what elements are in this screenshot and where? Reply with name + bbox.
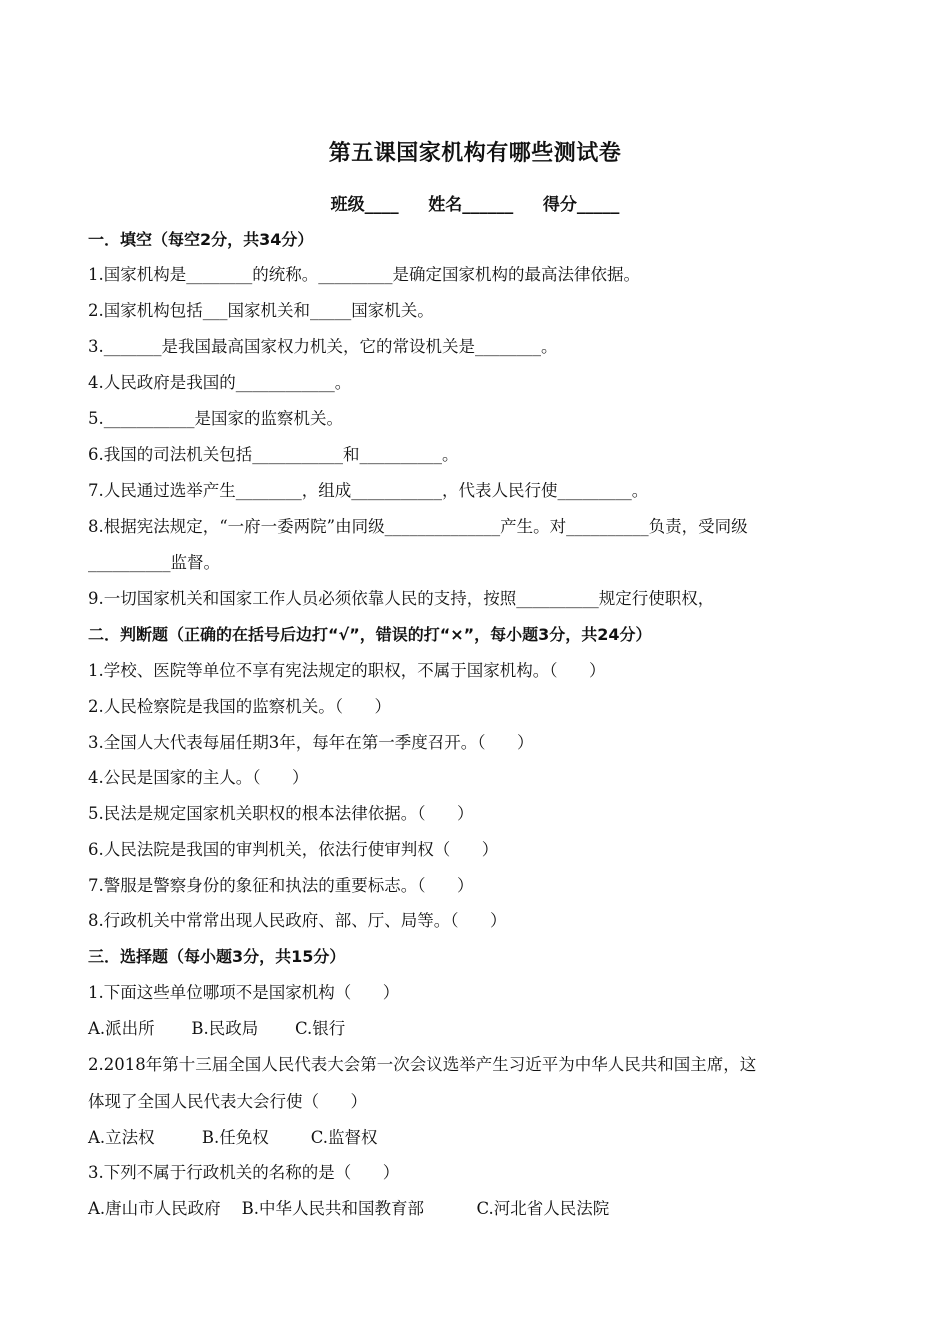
question-line: 2.2018年第十三届全国人民代表大会第一次会议选举产生习近平为中华人民共和国主席，这: [88, 1055, 757, 1074]
question-line: 3._______是我国最高国家权力机关，它的常设机关是________。: [88, 337, 558, 356]
question-line: 7.警服是警察身份的象征和执法的重要标志。（ ）: [88, 876, 474, 895]
question-line: __________监督。: [88, 553, 220, 572]
question-line: 6.人民法院是我国的审判机关，依法行使审判权（ ）: [88, 840, 499, 859]
page-title: 第五课国家机构有哪些测试卷: [328, 141, 622, 166]
question-line: 5.民法是规定国家机关职权的根本法律依据。（ ）: [88, 804, 474, 823]
question-line: 9.一切国家机关和国家工作人员必须依靠人民的支持，按照__________规定行使职权，: [88, 589, 715, 608]
question-line: 2.人民检察院是我国的监察机关。（ ）: [88, 697, 391, 716]
question-line: 8.行政机关中常常出现人民政府、部、厅、局等。（ ）: [88, 911, 507, 930]
answer-options: A.立法权 B.任免权 C.监督权: [88, 1128, 378, 1147]
section-heading-true-false: 二．判断题（正确的在括号后边打“√”，错误的打“×”，每小题3分，共24分）: [88, 625, 652, 644]
question-line: 1.国家机构是________的统称。_________是确定国家机构的最高法律依据。: [88, 265, 640, 284]
question-line: 体现了全国人民代表大会行使（ ）: [88, 1092, 367, 1111]
question-line: 3.全国人大代表每届任期3年，每年在第一季度召开。（ ）: [88, 733, 534, 752]
question-line: 4.人民政府是我国的____________。: [88, 373, 352, 392]
question-line: 1.学校、医院等单位不享有宪法规定的职权，不属于国家机构。（ ）: [88, 661, 606, 680]
answer-options: A.唐山市人民政府 B.中华人民共和国教育部 C.河北省人民法院: [88, 1199, 610, 1218]
question-line: 8.根据宪法规定，“一府一委两院”由同级______________产生。对__________负责，受同级: [88, 517, 748, 536]
question-line: 1.下面这些单位哪项不是国家机构（ ）: [88, 983, 400, 1002]
student-info-line: 班级____ 姓名______ 得分_____: [330, 195, 620, 215]
answer-options: A.派出所 B.民政局 C.银行: [88, 1019, 346, 1038]
question-line: 5.___________是国家的监察机关。: [88, 409, 343, 428]
question-line: 7.人民通过选举产生________，组成___________，代表人民行使_________。: [88, 481, 649, 500]
section-heading-multiple-choice: 三．选择题（每小题3分，共15分）: [88, 947, 346, 966]
section-heading-fill-blank: 一．填空（每空2分，共34分）: [88, 230, 314, 249]
question-line: 4.公民是国家的主人。（ ）: [88, 768, 309, 787]
question-line: 6.我国的司法机关包括___________和__________。: [88, 445, 459, 464]
question-line: 3.下列不属于行政机关的名称的是（ ）: [88, 1163, 400, 1182]
question-line: 2.国家机构包括___国家机关和_____国家机关。: [88, 301, 434, 320]
